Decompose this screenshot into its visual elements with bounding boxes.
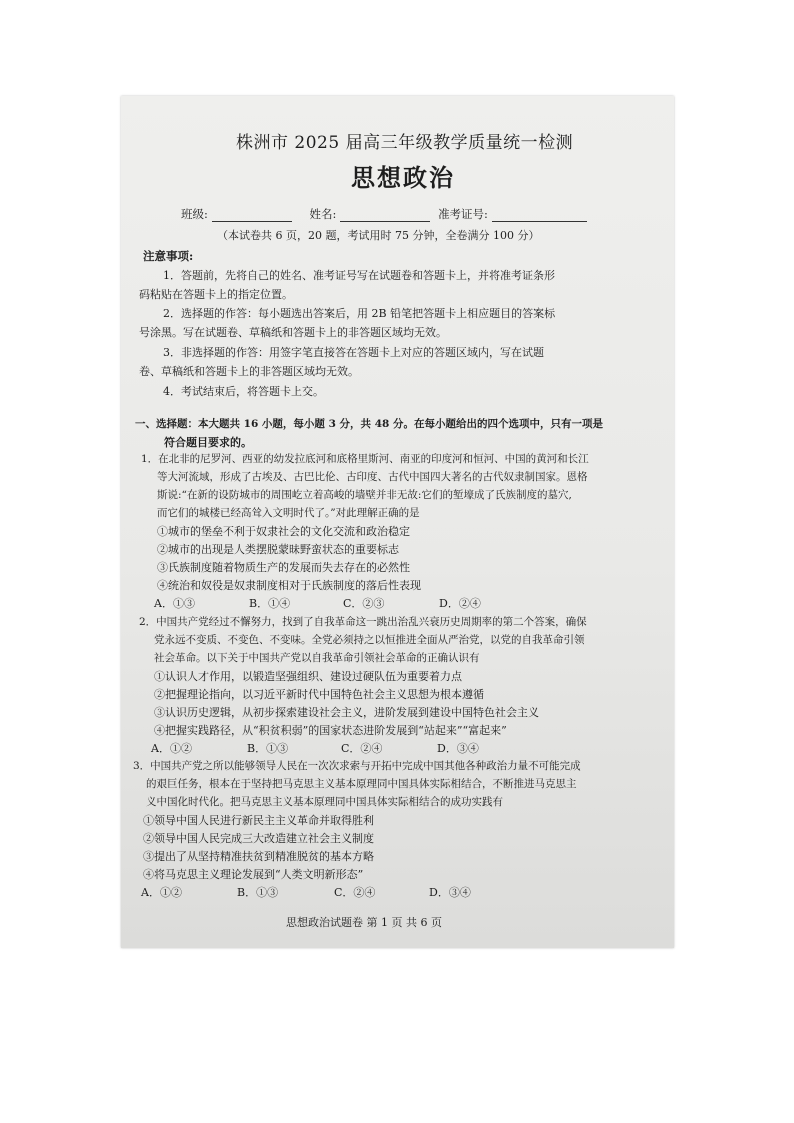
question-stem: 社会革命。以下关于中国共产党以自我革命引领社会革命的正确认识有 (154, 652, 480, 664)
question-stem: 义中国化时代化。把马克思主义基本原理同中国具体实际相结合的成功实践有 (146, 796, 503, 808)
exam-no-blank[interactable] (492, 209, 587, 222)
statement-item: ④统治和奴役是奴隶制度相对于氏族制度的落后性表现 (157, 579, 421, 592)
question-stem: 3．中国共产党之所以能够领导人民在一次次求索与开拓中完成中国其他各种政治力量不可能完成 (133, 760, 581, 772)
option-b: B．①④ (249, 597, 291, 610)
exam-info: （本试卷共 6 页，20 题，考试用时 75 分钟，全卷满分 100 分） (217, 229, 540, 242)
statement-item: ②领导中国人民完成三大改造建立社会主义制度 (143, 832, 374, 845)
statement-item: ①认识人才作用，以锻造坚强组织、建设过硬队伍为重要着力点 (154, 670, 462, 683)
statement-item: ④把握实践路径，从“积贫积弱”的国家状态进阶发展到“站起来”“富起来” (154, 724, 507, 737)
option-d: D．③④ (437, 742, 479, 755)
class-label: 班级: (181, 207, 208, 221)
option-c: C．②④ (341, 742, 383, 755)
option-a: A．①② (141, 886, 182, 899)
page-footer: 思想政治试题卷 第 1 页 共 6 页 (286, 916, 442, 929)
question-stem: 等大河流域，形成了古埃及、古巴比伦、古印度、古代中国四大著名的古代奴隶制国家。恩格 (157, 471, 588, 483)
section-heading-cont: 符合题目要求的。 (164, 436, 252, 449)
question-stem: 2．中国共产党经过不懈努力，找到了自我革命这一跳出治乱兴衰历史周期率的第二个答案，确保 (139, 616, 587, 628)
question-stem: 而它们的城楼已经高耸入文明时代了。”对此理解正确的是 (157, 507, 420, 519)
statement-item: ③提出了从坚持精准扶贫到精准脱贫的基本方略 (143, 850, 374, 863)
option-b: B．①③ (237, 886, 279, 899)
question-stem: 党永远不变质、不变色、不变味。全党必须持之以恒推进全面从严治党，以党的自我革命引领 (154, 634, 585, 646)
statement-item: ③氏族制度随着物质生产的发展而失去存在的必然性 (157, 561, 410, 574)
section-heading: 一、选择题：本大题共 16 小题，每小题 3 分，共 48 分。在每小题给出的四个选项中，只有一项是 (135, 418, 603, 430)
option-d: D．②④ (439, 597, 481, 610)
question-stem: 的艰巨任务，根本在于坚持把马克思主义基本原理同中国具体实际相结合，不断推进马克思主 (146, 778, 577, 790)
question-stem: 1．在北非的尼罗河、西亚的幼发拉底河和底格里斯河、南亚的印度河和恒河、中国的黄河和长江 (141, 453, 589, 465)
question-stem: 斯说:“在新的设防城市的周围屹立着高峻的墙壁并非无故:它们的堑壕成了氏族制度的墓穴, (157, 489, 572, 501)
exam-title: 株洲市 2025 届高三年级教学质量统一检测 (236, 133, 574, 153)
option-c: C．②④ (334, 886, 376, 899)
note-line: 2．选择题的作答：每小题选出答案后，用 2B 铅笔把答题卡上相应题目的答案标 (163, 307, 556, 320)
note-line: 码粘贴在答题卡上的指定位置。 (139, 288, 293, 301)
statement-item: ①领导中国人民进行新民主主义革命并取得胜利 (143, 814, 374, 827)
note-line: 1．答题前，先将自己的姓名、准考证号写在试题卷和答题卡上，并将准考证条形 (163, 269, 555, 282)
exam-paper-sheet (121, 96, 674, 948)
statement-item: ②城市的出现是人类摆脱蒙昧野蛮状态的重要标志 (157, 543, 399, 556)
exam-no-label: 准考证号: (438, 207, 488, 221)
name-label: 姓名: (309, 207, 337, 221)
note-line: 3．非选择题的作答：用签字笔直接答在答题卡上对应的答题区域内，写在试题 (163, 346, 544, 359)
statement-item: ③认识历史逻辑，从初步探索建设社会主义，进阶发展到建设中国特色社会主义 (154, 706, 539, 719)
option-d: D．③④ (429, 886, 471, 899)
notes-heading: 注意事项: (143, 249, 194, 263)
statement-item: ④将马克思主义理论发展到“人类文明新形态” (143, 868, 364, 881)
option-a: A．①③ (154, 597, 195, 610)
student-info-row (181, 206, 591, 222)
class-blank[interactable] (212, 209, 292, 222)
note-line: 卷、草稿纸和答题卡上的非答题区域均无效。 (139, 365, 359, 378)
note-line: 4．考试结束后，将答题卡上交。 (163, 385, 324, 398)
statement-item: ②把握理论指向，以习近平新时代中国特色社会主义思想为根本遵循 (154, 688, 484, 701)
option-a: A．①② (151, 742, 192, 755)
option-b: B．①③ (247, 742, 289, 755)
statement-item: ①城市的堡垒不利于奴隶社会的文化交流和政治稳定 (157, 525, 410, 538)
note-line: 号涂黑。写在试题卷、草稿纸和答题卡上的非答题区域均无效。 (139, 326, 447, 339)
name-blank[interactable] (340, 209, 430, 222)
option-c: C．②③ (343, 597, 385, 610)
subject-title: 思想政治 (351, 164, 455, 192)
